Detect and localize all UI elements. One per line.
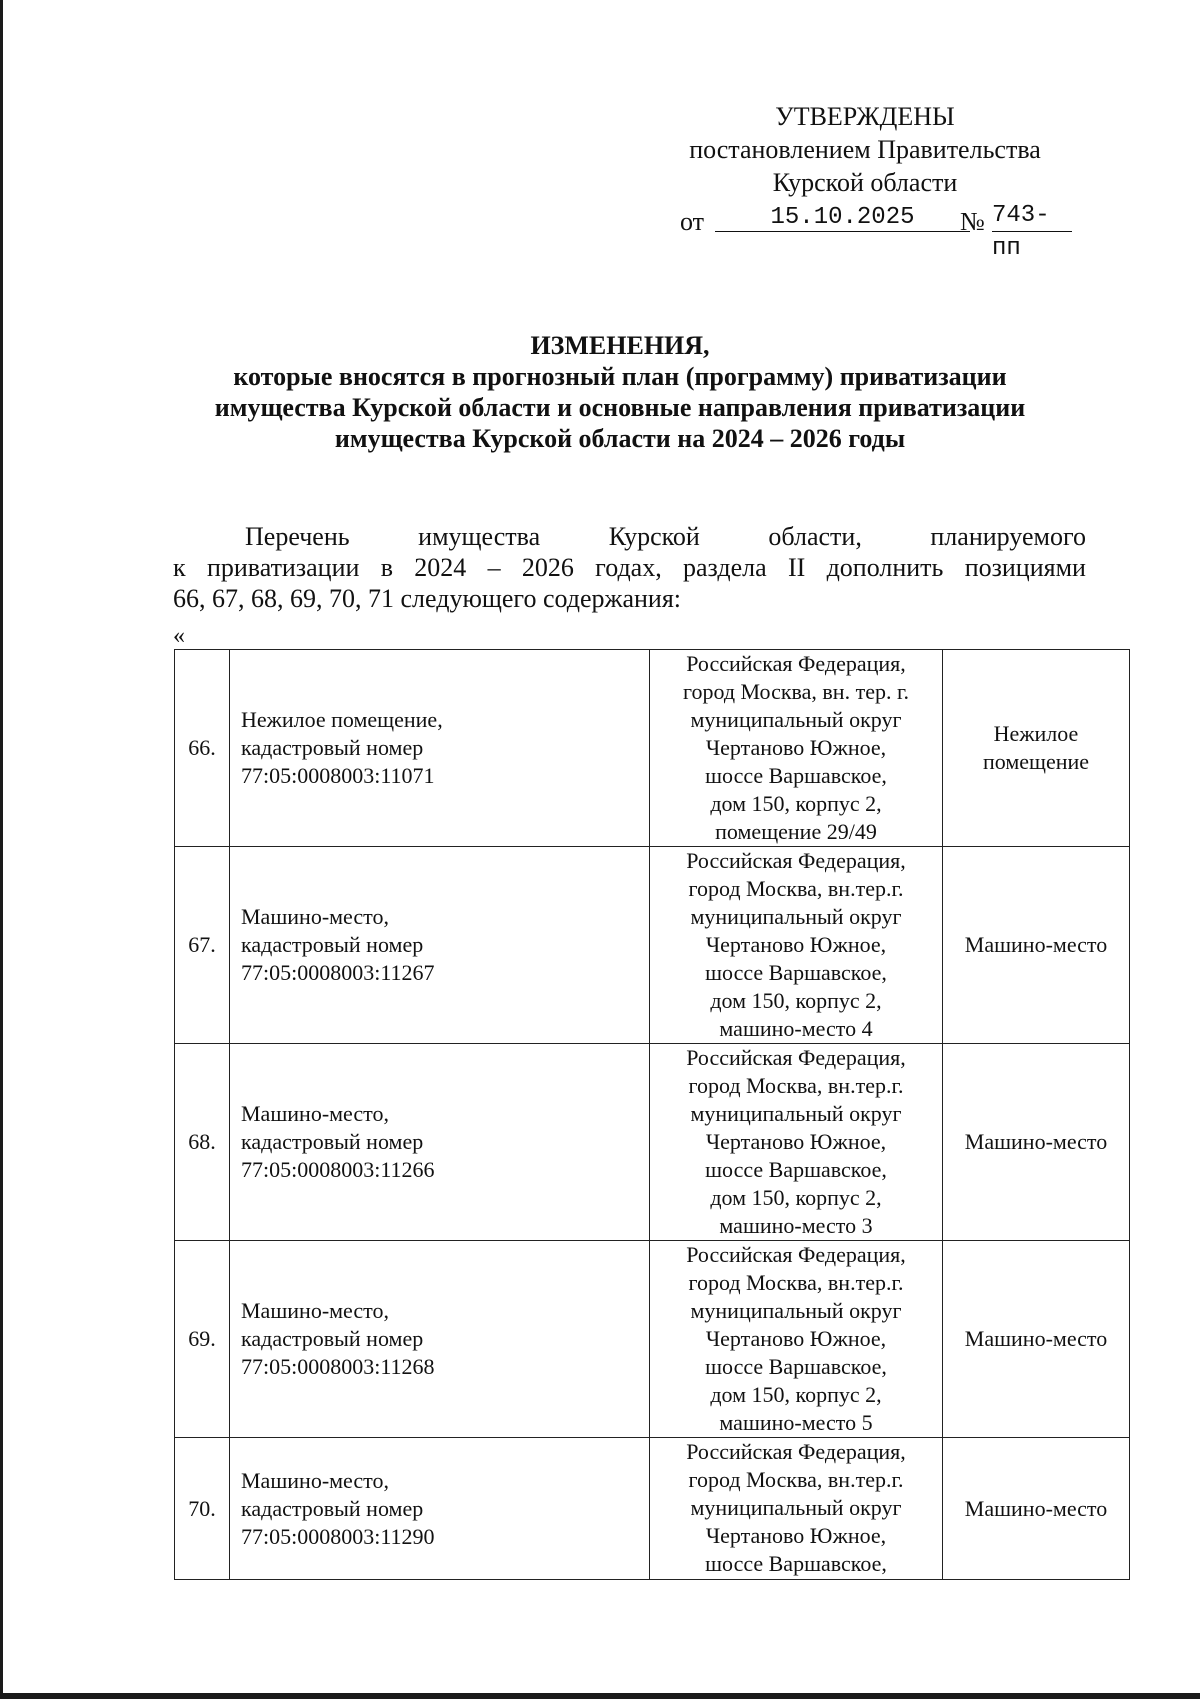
intro-line-2-word: годах,: [595, 553, 662, 582]
property-type: [943, 650, 1130, 847]
number-prefix: №: [960, 207, 985, 236]
approval-line-3: Курской области: [772, 168, 958, 197]
intro-line-2-word: позициями: [964, 553, 1086, 582]
row-number: 69.: [175, 1241, 230, 1438]
property-address-line: муниципальный округ: [690, 707, 902, 732]
property-name: [230, 1241, 650, 1438]
row-number: 67.: [175, 847, 230, 1044]
property-type-line: Нежилое: [993, 721, 1079, 746]
row-number: 70.: [175, 1438, 230, 1580]
property-address-line: шоссе Варшавское,: [705, 1157, 887, 1182]
opening-quote: «: [173, 623, 185, 649]
row-number: 68.: [175, 1044, 230, 1241]
intro-line-1-word: планируемого: [930, 522, 1086, 551]
intro-line-2-word: дополнить: [826, 553, 944, 582]
property-type: [943, 1044, 1130, 1241]
property-name-line: кадастровый номер: [241, 1129, 424, 1154]
approval-number: 743-пп: [992, 202, 1050, 262]
property-name: [230, 650, 650, 847]
property-address-line: помещение 29/49: [715, 819, 877, 844]
property-name-line: 77:05:0008003:11267: [241, 960, 435, 985]
property-name-line: Машино-место,: [241, 904, 389, 929]
intro-line-1-word: области,: [768, 522, 862, 551]
property-address-line: Чертаново Южное,: [705, 1326, 887, 1351]
property-name-line: Машино-место,: [241, 1467, 389, 1493]
property-address-line: шоссе Варшавское,: [705, 1551, 887, 1576]
table-row: [175, 650, 1130, 847]
property-type-line: Машино-место: [964, 1129, 1108, 1154]
approval-block: [620, 100, 1110, 262]
property-type: [943, 1241, 1130, 1438]
intro-line-1: [173, 521, 1086, 552]
property-address: [650, 650, 943, 847]
property-address-line: муниципальный округ: [690, 1495, 902, 1520]
property-address-line: город Москва, вн.тер.г.: [688, 1270, 904, 1295]
property-address-line: машино-место 3: [719, 1213, 873, 1238]
property-address-line: Чертаново Южное,: [705, 1129, 887, 1154]
intro-line-2-word: –: [487, 553, 501, 582]
approval-title: УТВЕРЖДЕНЫ: [775, 102, 955, 131]
table-row: [175, 1241, 1130, 1438]
property-name-line: 77:05:0008003:11290: [241, 1523, 435, 1549]
property-address-line: город Москва, вн. тер. г.: [683, 679, 909, 704]
property-name-line: кадастровый номер: [241, 1326, 424, 1351]
property-type-line: Машино-место: [964, 1326, 1108, 1351]
intro-line-3: 66, 67, 68, 69, 70, 71 следующего содержания:: [173, 584, 682, 613]
property-address-line: дом 150, корпус 2,: [710, 1185, 882, 1210]
property-address-line: дом 150, корпус 2,: [710, 988, 882, 1013]
property-address-line: муниципальный округ: [690, 1298, 902, 1323]
property-address-line: шоссе Варшавское,: [705, 1354, 887, 1379]
heading-subtitle-1: которые вносятся в прогнозный план (программу) приватизации: [233, 362, 1007, 391]
heading-subtitle-2: имущества Курской области и основные направления приватизации: [214, 393, 1026, 422]
property-address-line: машино-место 4: [719, 1016, 873, 1041]
intro-line-2-word: 2024: [414, 553, 467, 582]
intro-line-2-word: 2026: [521, 553, 574, 582]
property-address: [650, 847, 943, 1044]
property-address: [650, 1044, 943, 1241]
property-type-line: Машино-место: [964, 1495, 1108, 1521]
property-address-line: город Москва, вн.тер.г.: [688, 876, 904, 901]
heading-subtitle-3: имущества Курской области на 2024 – 2026 годы: [334, 424, 906, 453]
property-address-line: дом 150, корпус 2,: [710, 1382, 882, 1407]
date-prefix: от: [680, 207, 705, 236]
property-address-line: Российская Федерация,: [686, 651, 906, 676]
property-type: [943, 1438, 1130, 1580]
property-name-line: Машино-место,: [241, 1298, 389, 1323]
intro-line-2-word: в: [380, 553, 393, 582]
property-address: [650, 1241, 943, 1438]
property-address-line: Чертаново Южное,: [705, 1523, 887, 1548]
intro-line-1-word: Курской: [608, 522, 700, 551]
intro-line-1-word: имущества: [418, 522, 541, 551]
property-address-line: Российская Федерация,: [686, 1242, 906, 1267]
property-address-line: Чертаново Южное,: [705, 735, 887, 760]
approval-date-row: [620, 199, 1110, 262]
property-name-line: Машино-место,: [241, 1101, 389, 1126]
property-address-line: дом 150, корпус 2,: [710, 791, 882, 816]
heading-title: ИЗМЕНЕНИЯ,: [530, 331, 710, 360]
property-name-line: кадастровый номер: [241, 1495, 424, 1521]
property-address-line: город Москва, вн.тер.г.: [688, 1073, 904, 1098]
property-address-line: Российская Федерация,: [686, 1045, 906, 1070]
property-name-line: 77:05:0008003:11268: [241, 1354, 435, 1379]
scan-border-left: [0, 0, 3, 1699]
property-address-line: муниципальный округ: [690, 1101, 902, 1126]
property-type-line: помещение: [982, 749, 1090, 774]
document-heading: [120, 330, 1120, 454]
property-address-line: Чертаново Южное,: [705, 932, 887, 957]
intro-line-2-word: раздела: [683, 553, 767, 582]
property-address-line: Российская Федерация,: [686, 848, 906, 873]
property-address-line: муниципальный округ: [690, 904, 902, 929]
intro-line-2-word: приватизации: [206, 553, 360, 582]
privatization-items-table: [174, 649, 1130, 1580]
property-address-line: шоссе Варшавское,: [705, 763, 887, 788]
property-name: [230, 1438, 650, 1580]
intro-line-2-word: II: [787, 553, 806, 582]
property-name-line: кадастровый номер: [241, 932, 424, 957]
row-number: 66.: [175, 650, 230, 847]
number-underline: [992, 231, 1072, 232]
property-name: [230, 1044, 650, 1241]
property-type-line: Машино-место: [964, 932, 1108, 957]
scan-border-bottom: [0, 1693, 1200, 1699]
property-address: [650, 1438, 943, 1580]
property-name-line: 77:05:0008003:11266: [241, 1157, 435, 1182]
approval-line-2: постановлением Правительства: [689, 135, 1041, 164]
intro-paragraph: [173, 521, 1086, 614]
property-name-line: 77:05:0008003:11071: [241, 763, 435, 788]
table-row: [175, 1044, 1130, 1241]
property-type: [943, 847, 1130, 1044]
date-underline: [715, 231, 970, 232]
property-name-line: Нежилое помещение,: [241, 707, 443, 732]
property-name: [230, 847, 650, 1044]
table-row: [175, 1438, 1130, 1580]
intro-line-2-word: к: [173, 553, 186, 582]
intro-line-1-word: Перечень: [245, 522, 350, 551]
property-name-line: кадастровый номер: [241, 735, 424, 760]
property-address-line: машино-место 5: [719, 1410, 873, 1435]
approval-date: 15.10.2025: [770, 204, 915, 231]
table-row: [175, 847, 1130, 1044]
property-address-line: Российская Федерация,: [686, 1439, 906, 1464]
property-address-line: город Москва, вн.тер.г.: [688, 1467, 904, 1492]
property-address-line: шоссе Варшавское,: [705, 960, 887, 985]
intro-line-2: [173, 552, 1086, 583]
